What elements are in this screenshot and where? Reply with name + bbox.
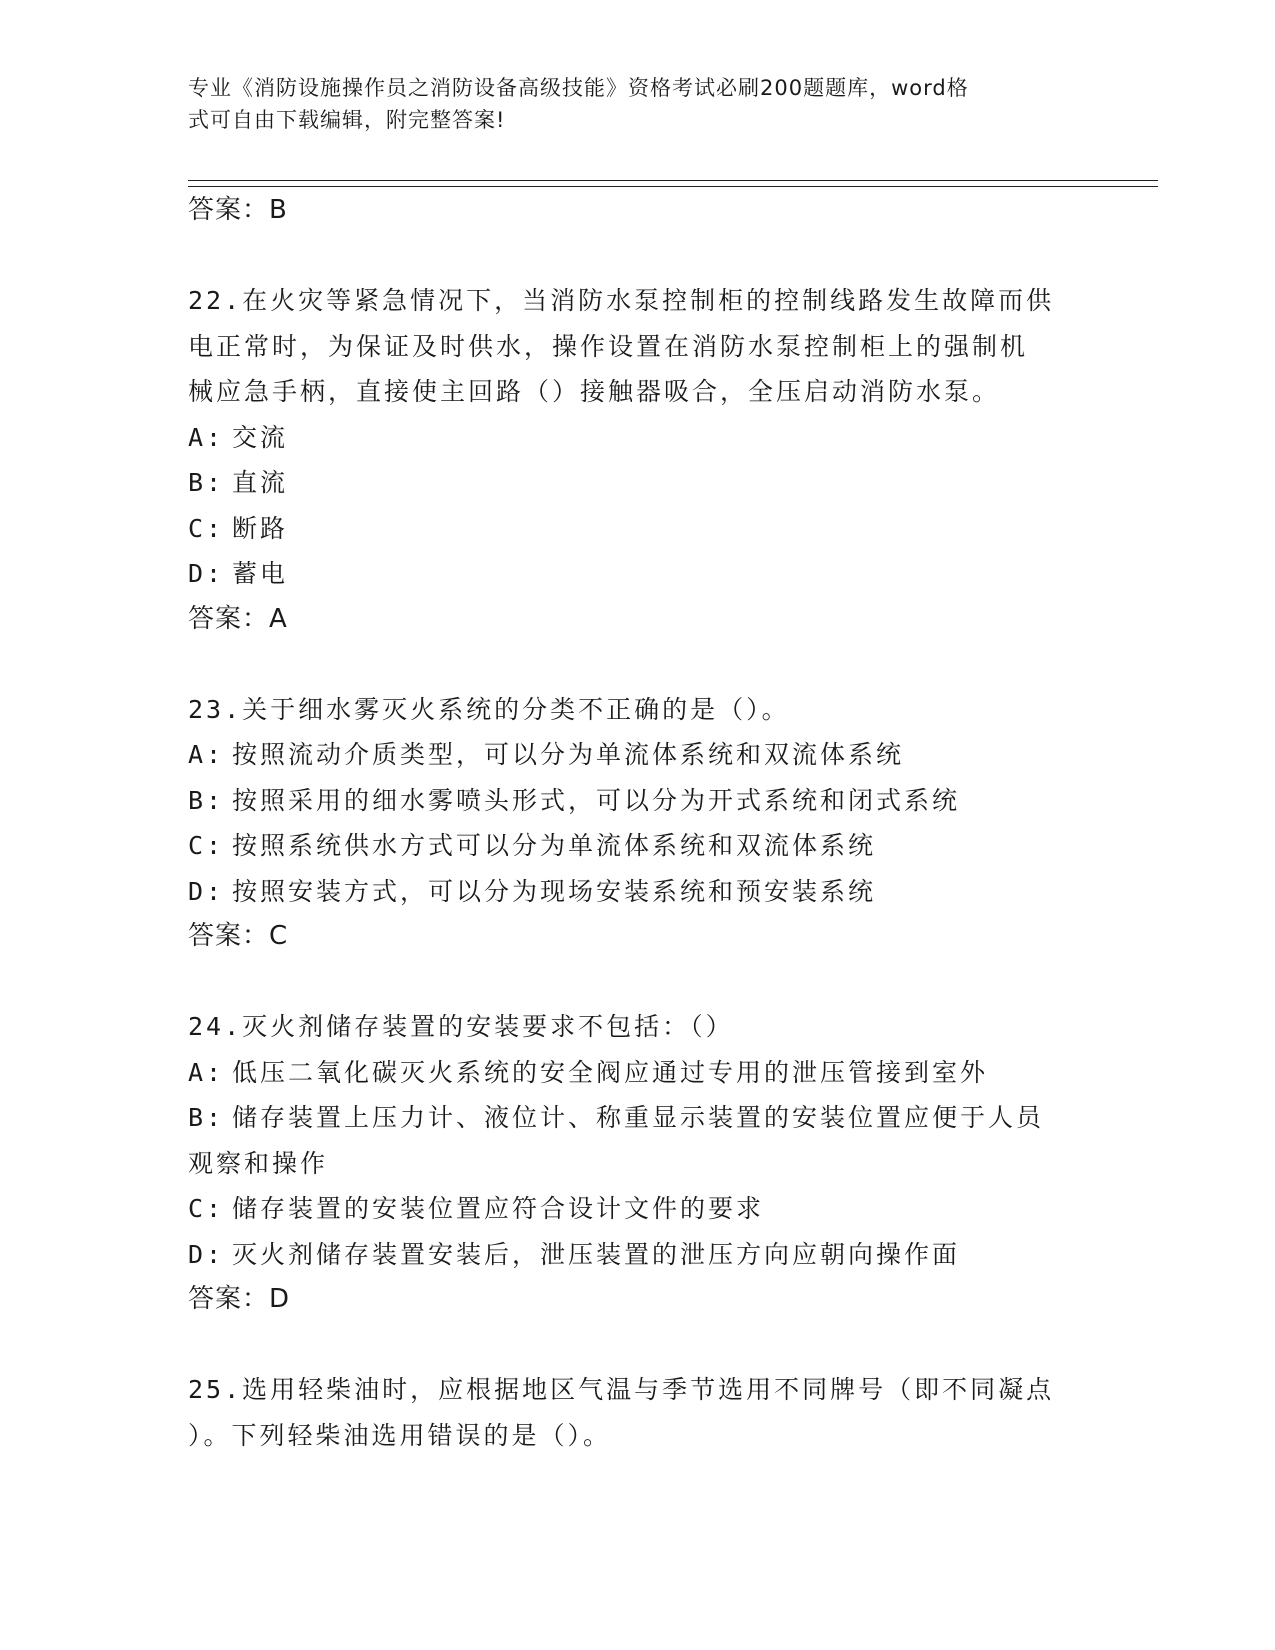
option-b <box>188 1095 1068 1141</box>
header-line-2: 式可自由下载编辑，附完整答案! <box>188 108 506 132</box>
option-letter: C: <box>188 513 225 543</box>
question-stem-line: 23.关于细水雾灭火系统的分类不正确的是（）。 <box>188 694 790 724</box>
option-text: 低压二氧化碳灭火系统的安全阀应通过专用的泄压管接到室外 <box>232 1057 989 1087</box>
option-text: 观察和操作 <box>188 1148 329 1178</box>
question-23 <box>188 687 1088 959</box>
question-stem-line: ）。下列轻柴油选用错误的是（）。 <box>188 1420 612 1450</box>
option-c <box>188 1186 1068 1232</box>
option-a <box>188 732 1068 778</box>
option-letter: B: <box>188 1103 225 1132</box>
option-text: 储存装置上压力计、液位计、称重显示装置的安装位置应便于人员 <box>232 1103 1045 1132</box>
question-stem-line: 25.选用轻柴油时，应根据地区气温与季节选用不同牌号（即不同凝点 <box>188 1375 1055 1404</box>
question-stem-line: 24.灭火剂储存装置的安装要求不包括：（） <box>188 1012 734 1041</box>
option-text: 按照系统供水方式可以分为单流体系统和双流体系统 <box>232 831 877 860</box>
option-letter: D: <box>188 1239 225 1269</box>
option-d <box>188 869 1068 915</box>
option-text: 断路 <box>232 513 289 543</box>
option-a <box>188 415 1068 461</box>
header-divider-bottom <box>188 186 1158 187</box>
option-letter: A: <box>188 740 225 769</box>
option-text: 交流 <box>232 422 289 452</box>
option-text: 储存装置的安装位置应符合设计文件的要求 <box>232 1194 765 1223</box>
question-24 <box>188 1004 1088 1321</box>
answer-line: 答案：C <box>188 921 289 951</box>
option-letter: D: <box>188 559 225 588</box>
option-text: 直流 <box>232 468 289 497</box>
header-divider-top <box>188 180 1158 181</box>
option-d <box>188 1232 1068 1278</box>
option-c <box>188 823 1068 869</box>
option-b <box>188 460 1068 506</box>
option-text: 按照安装方式，可以分为现场安装系统和预安装系统 <box>232 876 877 906</box>
question-25 <box>188 1367 1088 1458</box>
option-letter: D: <box>188 876 225 906</box>
question-stem-line: 械应急手柄，直接使主回路（）接触器吸合，全压启动消防水泵。 <box>188 377 1001 406</box>
answer-line: 答案：A <box>188 603 288 634</box>
question-22 <box>188 278 1088 641</box>
option-b-continued <box>188 1141 1068 1187</box>
answer-line: 答案：B <box>188 195 288 225</box>
option-letter: A: <box>188 1057 225 1087</box>
option-b <box>188 778 1068 824</box>
question-stem-line: 电正常时，为保证及时供水，操作设置在消防水泵控制柜上的强制机 <box>188 331 1029 361</box>
option-letter: C: <box>188 831 225 860</box>
header-line-1: 专业《消防设施操作员之消防设备高级技能》资格考试必刷200题题库，word格 <box>188 76 969 100</box>
question-list <box>188 188 1088 1458</box>
option-d <box>188 551 1068 597</box>
option-text: 按照流动介质类型，可以分为单流体系统和双流体系统 <box>232 740 905 769</box>
option-letter: C: <box>188 1194 225 1223</box>
option-letter: A: <box>188 422 225 452</box>
answer-line: 答案：D <box>188 1284 291 1314</box>
option-text: 蓄电 <box>232 559 289 588</box>
question-stem-line: 22.在火灾等紧急情况下，当消防水泵控制柜的控制线路发生故障而供 <box>188 286 1055 315</box>
option-text: 灭火剂储存装置安装后，泄压装置的泄压方向应朝向操作面 <box>232 1239 961 1269</box>
option-a <box>188 1050 1068 1096</box>
option-letter: B: <box>188 468 225 497</box>
option-letter: B: <box>188 785 225 815</box>
option-text: 按照采用的细水雾喷头形式，可以分为开式系统和闭式系统 <box>232 785 961 815</box>
option-c <box>188 506 1068 552</box>
page-header <box>188 72 1068 136</box>
